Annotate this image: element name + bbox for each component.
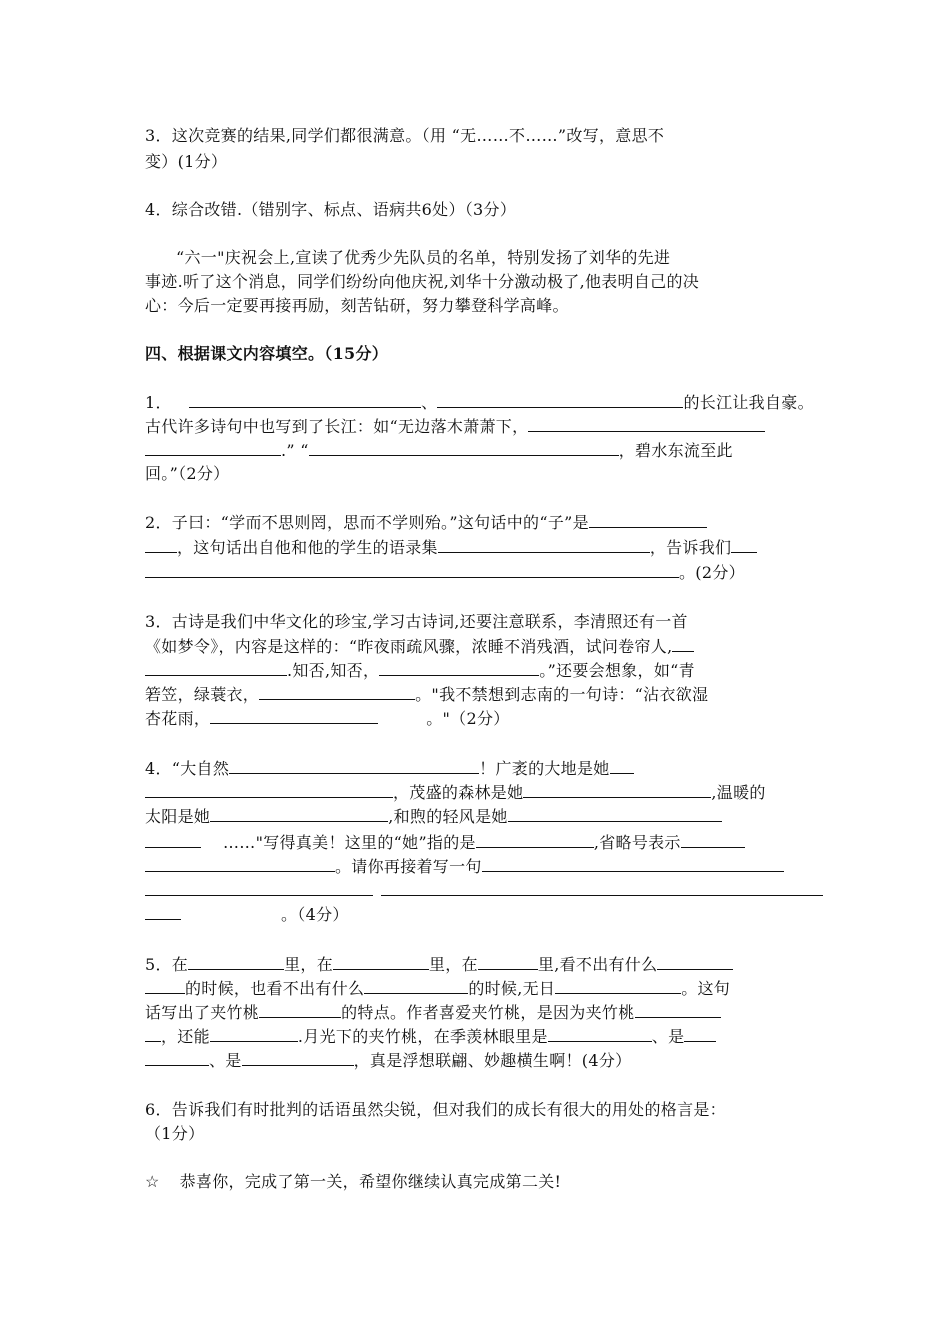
blank[interactable] bbox=[438, 537, 650, 553]
item1-line-3 bbox=[145, 440, 733, 461]
blank[interactable] bbox=[145, 537, 177, 553]
blank[interactable] bbox=[478, 954, 538, 970]
item4-line-6 bbox=[145, 880, 823, 901]
item5-text: 里，在 bbox=[429, 955, 478, 974]
blank[interactable] bbox=[210, 1026, 298, 1042]
blank[interactable] bbox=[482, 856, 784, 872]
item4-text: 4．“大自然 bbox=[145, 759, 230, 778]
item5-text: 话写出了夹竹桃 bbox=[145, 1003, 260, 1022]
item3-line-1: 3．古诗是我们中华文化的珍宝,学习古诗词,还要注意联系，李清照还有一首 bbox=[145, 612, 688, 631]
item5-text: ，真是浮想联翩、妙趣横生啊！(4分） bbox=[353, 1051, 632, 1070]
item2-line-1 bbox=[145, 512, 707, 533]
blank[interactable] bbox=[259, 684, 415, 700]
item2-line-2 bbox=[145, 537, 757, 558]
item3-text: 。"（2分） bbox=[426, 709, 510, 728]
item4-line-2 bbox=[145, 782, 766, 803]
blank[interactable] bbox=[145, 856, 335, 872]
blank[interactable] bbox=[145, 782, 393, 798]
star-icon: ☆ bbox=[145, 1172, 160, 1191]
blank[interactable] bbox=[210, 708, 378, 724]
item1-line-2 bbox=[145, 416, 765, 437]
blank[interactable] bbox=[508, 806, 722, 822]
item1-tail: 的长江让我自豪。 bbox=[683, 393, 814, 412]
item5-text: 、是 bbox=[209, 1051, 242, 1070]
blank[interactable] bbox=[672, 636, 694, 652]
item5-text: 的特点。作者喜爱夹竹桃，是因为夹竹桃 bbox=[341, 1003, 635, 1022]
item5-text: 里，在 bbox=[284, 955, 333, 974]
blank[interactable] bbox=[684, 1026, 716, 1042]
blank[interactable] bbox=[210, 806, 388, 822]
blank[interactable] bbox=[610, 758, 634, 774]
blank[interactable] bbox=[555, 978, 681, 994]
item4-text: ……"写得真美！这里的“她”指的是 bbox=[223, 833, 476, 852]
blank[interactable] bbox=[145, 832, 201, 848]
blank[interactable] bbox=[364, 978, 468, 994]
item1-separator: 、 bbox=[421, 393, 438, 412]
item4-line-7 bbox=[145, 904, 349, 925]
item4-text: ,温暖的 bbox=[711, 783, 766, 802]
blank[interactable] bbox=[476, 832, 594, 848]
item5-text: 的时候，也看不出有什么 bbox=[185, 979, 365, 998]
blank[interactable] bbox=[589, 512, 707, 528]
item1-text: 古代许多诗句中也写到了长江：如“无边落木萧萧下， bbox=[145, 417, 529, 436]
item5-text: .月光下的夹竹桃，在季羡林眼里是 bbox=[297, 1027, 548, 1046]
item2-line-3 bbox=[145, 562, 745, 583]
item4-line-1 bbox=[145, 758, 634, 779]
blank[interactable] bbox=[145, 1026, 161, 1042]
blank[interactable] bbox=[657, 954, 733, 970]
item3-text: 杏花雨， bbox=[145, 709, 211, 728]
blank[interactable] bbox=[381, 880, 823, 896]
item3-text: 箬笠，绿蓑衣， bbox=[145, 685, 260, 704]
item4-text: ，茂盛的森林是她 bbox=[393, 783, 524, 802]
blank[interactable] bbox=[309, 440, 619, 456]
item3-text: .知否,知否， bbox=[287, 661, 380, 680]
item2-text: 。(2分） bbox=[679, 563, 745, 582]
item1-line-4: 回。”（2分） bbox=[145, 464, 230, 483]
blank[interactable] bbox=[188, 954, 284, 970]
item5-text: 。这句 bbox=[681, 979, 731, 998]
item1-text: ，碧水东流至此 bbox=[618, 441, 733, 460]
blank[interactable] bbox=[229, 758, 479, 774]
q3-line-1: 3．这次竞赛的结果,同学们都很满意。（用 “无……不……”改写，意思不 bbox=[145, 126, 665, 145]
item5-line-3 bbox=[145, 1002, 721, 1023]
q3-line-2: 变）(1分） bbox=[145, 152, 228, 171]
closing-line bbox=[145, 1172, 561, 1192]
item6-line-1: 6．告诉我们有时批判的话语虽然尖锐，但对我们的成长有很大的用处的格言是： bbox=[145, 1100, 726, 1119]
item1-number: 1． bbox=[145, 393, 172, 412]
blank[interactable] bbox=[145, 660, 287, 676]
q4-paragraph-line-2: 事迹.听了这个消息，同学们纷纷向他庆祝,刘华十分激动极了,他表明自己的决 bbox=[145, 272, 700, 291]
item6-line-2: （1分） bbox=[145, 1124, 205, 1143]
item5-text: 的时候,无日 bbox=[468, 979, 556, 998]
blank[interactable] bbox=[242, 1050, 354, 1066]
blank[interactable] bbox=[681, 832, 745, 848]
blank[interactable] bbox=[528, 416, 765, 432]
item1-text: .” “ bbox=[281, 441, 309, 460]
item3-text: 。"我不禁想到志南的一句诗：“沾衣欲湿 bbox=[415, 685, 709, 704]
blank[interactable] bbox=[333, 954, 429, 970]
blank[interactable] bbox=[145, 978, 185, 994]
item5-line-2 bbox=[145, 978, 730, 999]
blank[interactable] bbox=[145, 440, 281, 456]
blank[interactable] bbox=[548, 1026, 652, 1042]
blank[interactable] bbox=[731, 537, 757, 553]
item5-line-1 bbox=[145, 954, 733, 975]
q4-paragraph-line-3: 心：今后一定要再接再励，刻苦钻研，努力攀登科学高峰。 bbox=[145, 296, 569, 315]
item1-line-1 bbox=[145, 392, 814, 413]
blank[interactable] bbox=[259, 1002, 341, 1018]
item5-text: 5．在 bbox=[145, 955, 189, 974]
item4-text: 。请你再接着写一句 bbox=[335, 857, 482, 876]
item3-text: 《如梦令》，内容是这样的：“昨夜雨疏风骤，浓睡不消残酒，试问卷帘人, bbox=[145, 637, 673, 656]
item4-line-4 bbox=[145, 832, 745, 853]
item3-line-2 bbox=[145, 636, 694, 657]
blank[interactable] bbox=[635, 1002, 721, 1018]
item4-text: ！广袤的大地是她 bbox=[479, 759, 610, 778]
blank[interactable] bbox=[145, 880, 373, 896]
item3-line-3 bbox=[145, 660, 695, 681]
item5-text: 、是 bbox=[651, 1027, 685, 1046]
closing-text: 恭喜你，完成了第一关，希望你继续认真完成第二关! bbox=[179, 1172, 562, 1191]
item4-line-3 bbox=[145, 806, 722, 827]
item5-line-4 bbox=[145, 1026, 716, 1047]
item2-text: ，这句话出自他和他的学生的语录集 bbox=[177, 538, 438, 557]
item2-text: ，告诉我们 bbox=[649, 538, 732, 557]
q4-title: 4．综合改错.（错别字、标点、语病共6处）（3分） bbox=[145, 200, 517, 219]
item3-text: 。”还要会想象，如“青 bbox=[539, 661, 695, 680]
item5-text: ，还能 bbox=[161, 1027, 210, 1046]
blank[interactable] bbox=[523, 782, 711, 798]
item5-text: 里,看不出有什么 bbox=[537, 955, 658, 974]
blank[interactable] bbox=[189, 392, 421, 408]
item3-line-4 bbox=[145, 684, 708, 705]
section-4-heading: 四、根据课文内容填空。（15分） bbox=[145, 344, 389, 363]
q4-paragraph-line-1: “六一"庆祝会上,宣读了优秀少先队员的名单，特别发扬了刘华的先进 bbox=[176, 248, 671, 267]
blank[interactable] bbox=[437, 392, 683, 408]
blank[interactable] bbox=[379, 660, 539, 676]
item3-line-5 bbox=[145, 708, 510, 729]
item2-text: 2．子曰：“学而不思则罔，思而不学则殆。”这句话中的“子”是 bbox=[145, 513, 589, 532]
item4-text: ,和煦的轻风是她 bbox=[388, 807, 508, 826]
item4-text: 太阳是她 bbox=[145, 807, 211, 826]
item4-line-5 bbox=[145, 856, 784, 877]
blank[interactable] bbox=[145, 1050, 209, 1066]
blank[interactable] bbox=[145, 562, 679, 578]
item5-line-5 bbox=[145, 1050, 631, 1071]
item4-text: ,省略号表示 bbox=[593, 833, 681, 852]
blank[interactable] bbox=[145, 904, 181, 920]
item4-text: 。（4分） bbox=[281, 905, 349, 924]
